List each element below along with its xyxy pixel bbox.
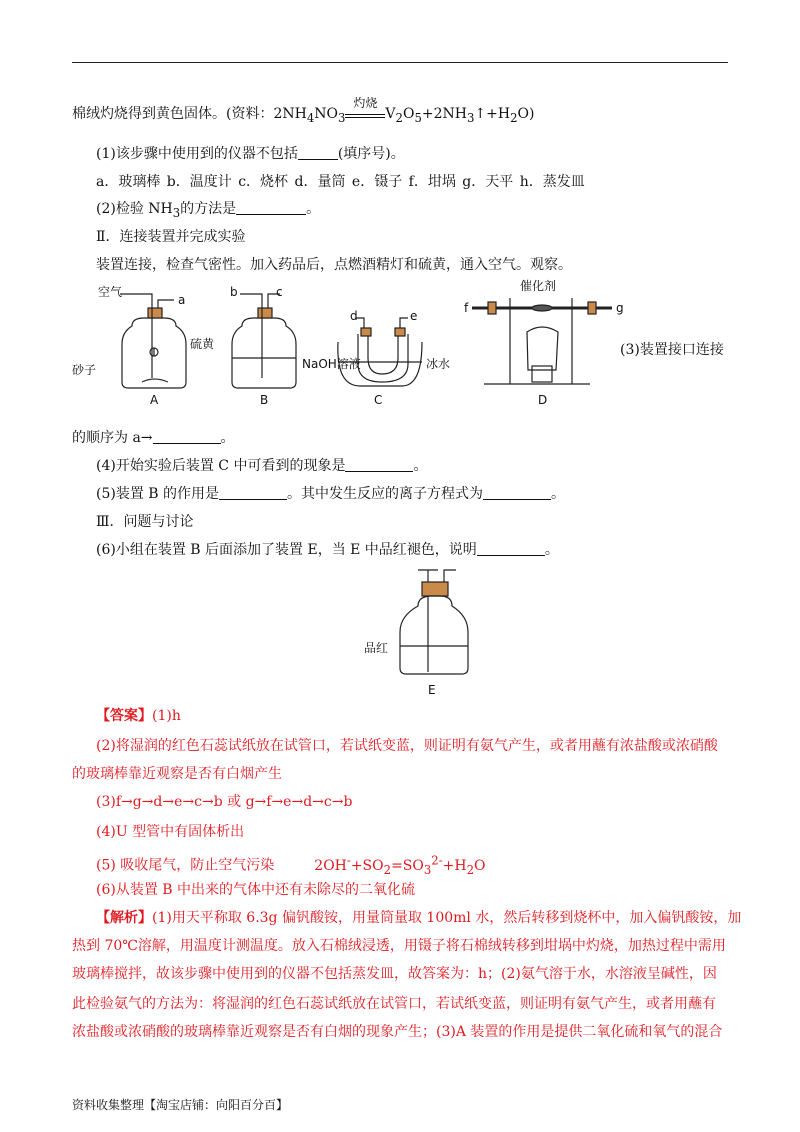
label-air: 空气 — [98, 285, 123, 299]
answer-1 — [96, 706, 181, 726]
analysis-line4: 此检验氨气的方法为：将湿润的红色石蕊试纸放在试管口，若试纸变蓝，则证明有氨气产生，或者用蘸有 — [72, 996, 716, 1012]
q1-text: (1)该步骤中使用到的仪器不包括 — [96, 146, 298, 162]
sub: 2 — [466, 862, 475, 877]
text: 。 — [220, 430, 235, 446]
text: (1)h — [152, 708, 181, 724]
answer-3: (3)f→g→d→e→c→b 或 g→f→e→d→c→b — [96, 794, 353, 810]
sub: 2 — [395, 110, 403, 125]
top-rule — [72, 62, 728, 63]
analysis-line1 — [96, 908, 741, 928]
q1-note: (填序号)。 — [337, 146, 405, 162]
label-sand: 砂子 — [72, 363, 97, 377]
text: NO — [314, 106, 338, 122]
question-2 — [96, 199, 320, 223]
label-ice-water: 冰水 — [426, 357, 451, 371]
text: O — [474, 857, 486, 874]
text: 。其中发生反应的离子方程式为 — [287, 486, 484, 502]
label-apparatus-c: C — [374, 393, 383, 407]
analysis-tag: 【解析】 — [96, 910, 152, 926]
label-apparatus-d: D — [538, 393, 548, 407]
ionic-equation — [314, 853, 486, 877]
label-apparatus-a: A — [150, 393, 159, 407]
question-1-options: a．玻璃棒 b．温度计 c．烧杯 d．量筒 e．镊子 f．坩埚 g．天平 h．蒸发皿 — [96, 174, 585, 190]
answer-5 — [96, 850, 486, 879]
label-sulfur: 硫黄 — [190, 337, 215, 351]
sub: 2 — [510, 110, 518, 125]
answer-2-line2: 的玻璃棒靠近观察是否有白烟产生 — [72, 766, 282, 782]
apparatus-diagram-e — [360, 560, 480, 700]
answer-tag: 【答案】 — [96, 708, 152, 724]
text: (5)装置 B 的作用是 — [96, 486, 220, 502]
label-port-g: g — [616, 301, 624, 315]
analysis-line3: 玻璃棒搅拌，故该步骤中使用到的仪器不包括蒸发皿，故答案为：h；(2)氨气溶于水，水溶液呈碱性，因 — [72, 966, 717, 982]
text: 的方法是 — [180, 201, 237, 217]
label-pinhong: 品红 — [364, 641, 389, 655]
answer-blank[interactable] — [345, 457, 413, 472]
reaction-condition — [345, 96, 385, 118]
answer-blank[interactable] — [236, 200, 306, 215]
answer-6: (6)从装置 B 中出来的气体中还有未除尽的二氧化硫 — [96, 882, 416, 898]
question-6 — [96, 540, 559, 560]
sub: 3 — [337, 110, 346, 125]
text: +2NH — [421, 106, 467, 122]
answer-4: (4)U 型管中有固体析出 — [96, 824, 245, 840]
question-1 — [96, 144, 405, 164]
text: +H — [442, 857, 467, 874]
text: +SO — [350, 857, 384, 874]
text: 2OH — [314, 857, 347, 874]
label-port-f: f — [464, 301, 469, 315]
question-4 — [96, 456, 427, 476]
condition-label: 灼烧 — [353, 96, 378, 110]
text: (6)小组在装置 B 后面添加了装置 E，当 E 中品红褪色，说明 — [96, 542, 477, 558]
text: 。 — [544, 542, 559, 558]
intro-prefix: 棉绒灼烧得到黄色固体。(资料：2NH — [72, 106, 307, 122]
label-port-d: d — [350, 309, 358, 323]
label-apparatus-b: B — [260, 393, 269, 407]
analysis-line5: 浓盐酸或浓硝酸的玻璃棒靠近观察是否有白烟的现象产生；(3)A 装置的作用是提供二氧化硫和氧气的混合 — [72, 1024, 723, 1040]
label-port-b: b — [230, 285, 238, 299]
sub: 3 — [466, 110, 475, 125]
section-3-heading: Ⅲ．问题与讨论 — [96, 514, 194, 530]
text: (5) 吸收尾气，防止空气污染 — [96, 857, 275, 874]
label-port-e: e — [410, 309, 418, 323]
label-catalyst: 催化剂 — [520, 279, 557, 293]
apparatus-b — [232, 294, 296, 388]
answer-blank[interactable] — [483, 485, 551, 500]
apparatus-e — [400, 570, 468, 674]
text: O) — [517, 106, 535, 122]
text: 。 — [413, 458, 428, 474]
answer-blank[interactable] — [477, 541, 545, 556]
apparatus-a — [120, 294, 186, 388]
sub: 2 — [383, 862, 392, 877]
text: =SO — [391, 857, 424, 874]
sub: 3 — [423, 862, 432, 877]
label-naoh-solution: NaOH溶液 — [302, 357, 361, 371]
text: ↑+H — [474, 106, 511, 122]
text: 的顺序为 a→ — [72, 430, 153, 446]
label-apparatus-e: E — [428, 683, 436, 697]
answer-2-line1: (2)将湿润的红色石蕊试纸放在试管口，若试纸变蓝，则证明有氨气产生，或者用蘸有浓盐酸或浓硝酸 — [96, 738, 718, 754]
intro-line — [72, 96, 535, 128]
question-3-part1: (3)装置接口连接 — [620, 342, 724, 358]
apparatus-diagram-abcd — [72, 278, 672, 408]
text: O — [402, 106, 415, 122]
answer-blank[interactable] — [153, 429, 221, 444]
equal-sign — [345, 114, 385, 118]
text: (4)开始实验后装置 C 中可看到的现象是 — [96, 458, 346, 474]
text: V — [385, 106, 396, 122]
sup: - — [346, 853, 351, 867]
answer-blank[interactable] — [219, 485, 287, 500]
label-port-a: a — [178, 293, 186, 307]
text: (1)用天平称取 6.3g 偏钒酸铵，用量筒量取 100ml 水，然后转移到烧杯中，加入偏钒酸铵，加 — [152, 910, 742, 926]
sup: 2- — [431, 853, 443, 867]
text: 。 — [551, 486, 566, 502]
sub: 5 — [414, 110, 422, 125]
text: (2)检验 NH — [96, 201, 173, 217]
sub: 4 — [306, 110, 315, 125]
analysis-line2: 热到 70℃溶解，用温度计测温度。放入石棉绒浸透，用镊子将石棉绒转移到坩埚中灼烧，加热过程中需用 — [72, 938, 726, 954]
section-2-heading: Ⅱ．连接装置并完成实验 — [96, 229, 246, 245]
text: 。 — [306, 201, 321, 217]
apparatus-c — [338, 318, 422, 386]
section-2-text: 装置连接，检查气密性。加入药品后，点燃酒精灯和硫黄，通入空气。观察。 — [96, 257, 572, 273]
footer: 资料收集整理【淘宝店铺：向阳百分百】 — [72, 1098, 289, 1112]
sub: 3 — [172, 205, 181, 220]
label-port-c: c — [276, 285, 283, 299]
answer-blank[interactable] — [298, 145, 338, 160]
question-3-part2 — [72, 428, 235, 448]
apparatus-d — [472, 298, 612, 384]
question-5 — [96, 484, 565, 504]
